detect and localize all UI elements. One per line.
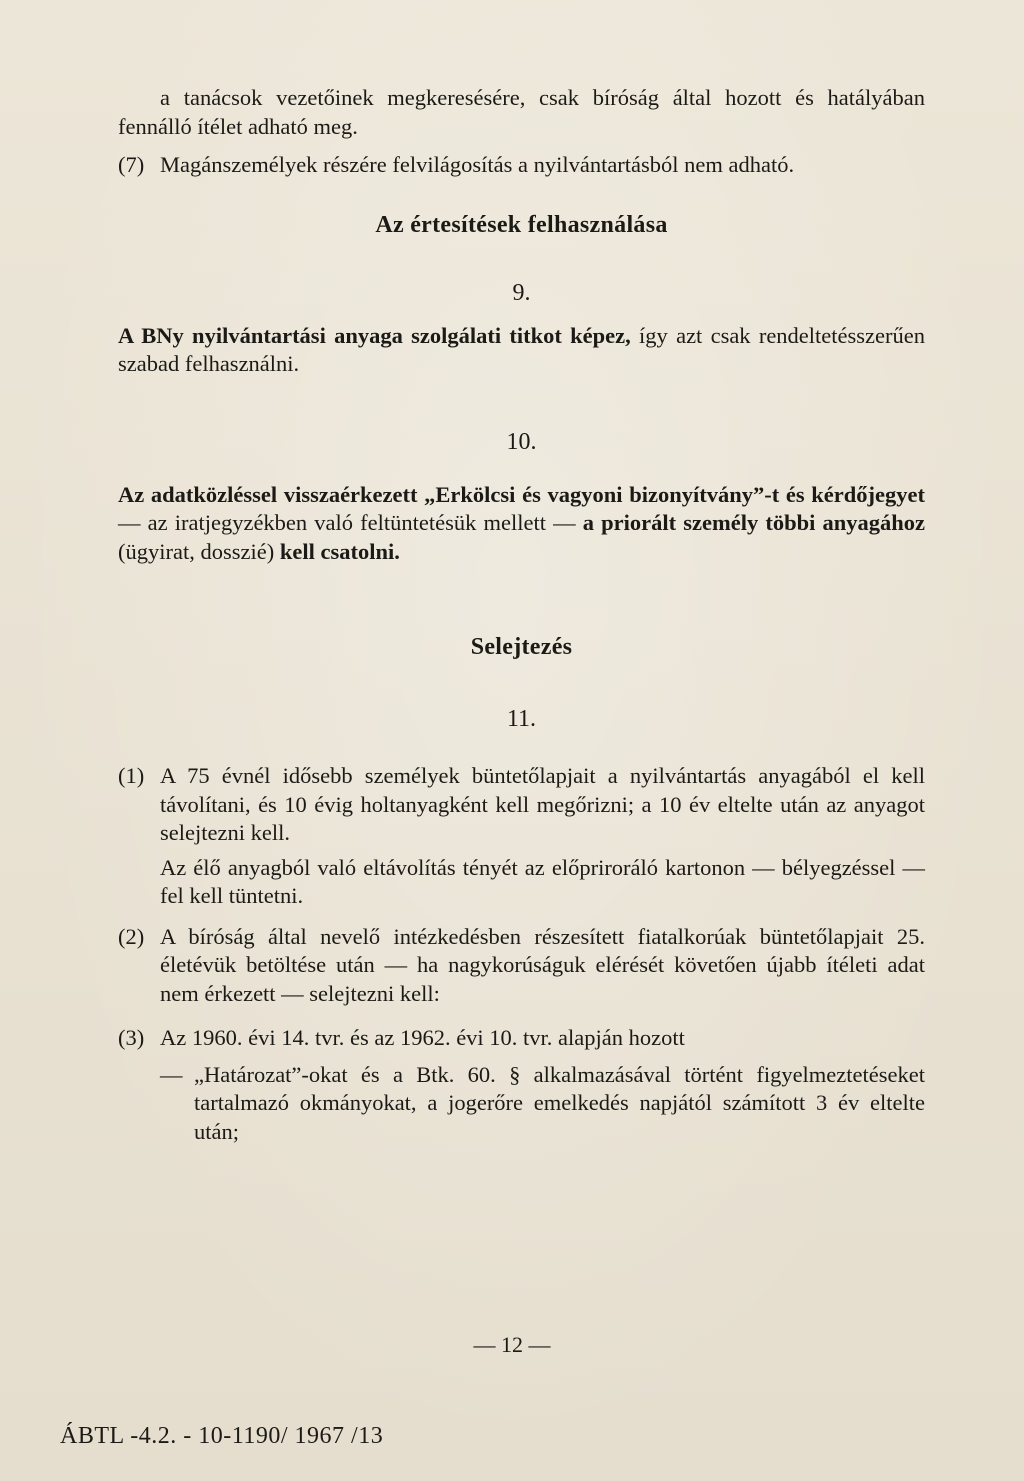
paragraph-continuation: a tanácsok vezetőinek megkeresésére, csak bíróság által hozott és hatályában fennálló ítélet adható meg. xyxy=(118,85,925,139)
paragraph-number: (1) xyxy=(118,763,145,788)
paragraph-text: Magánszemélyek részére felvilágosítás a nyilvántartásból nem adható. xyxy=(160,152,795,177)
paragraph-text: — az iratjegyzékben való feltüntetésük mellett — xyxy=(118,510,583,535)
paragraph-text: „Határozat”-okat és a Btk. 60. § alkalmazásával történt figyelmeztetéseket tartalmazó okmányokat, a jogerőre emelkedés napjától számított 3 év eltelte után; xyxy=(194,1061,925,1144)
document-body xyxy=(118,84,925,1146)
bold-text: Az adatközléssel visszaérkezett „Erkölcsi és vagyoni bizonyítvány”-t és kérdőjegyet xyxy=(118,481,925,507)
section-heading: Selejtezés xyxy=(470,634,573,660)
section-number: 11. xyxy=(506,706,537,732)
paragraph-7 xyxy=(118,151,925,180)
paragraph-text xyxy=(160,762,925,911)
section-number: 9. xyxy=(512,279,531,306)
paragraph-9 xyxy=(118,322,925,379)
paragraph-text-line: A 75 évnél idősebb személyek büntetőlapjait a nyilvántartás anyagából el kell távolítani, és 10 évig holtanyagként kell megőrizni; a 10 év eltelte után az anyagot selejtezni kell. xyxy=(160,763,925,845)
section-heading: Az értesítések felhasználása xyxy=(375,211,668,238)
section-number: 10. xyxy=(506,428,537,455)
archive-reference: ÁBTL -4.2. - 10-1190/ 1967 /13 xyxy=(60,1423,384,1449)
paragraph-number: (3) xyxy=(118,1025,145,1050)
paragraph-text: így azt csak rendeltetésszerűen szabad felhasználni. xyxy=(118,322,925,376)
paragraph-number: (7) xyxy=(118,152,145,177)
paragraph-11-2 xyxy=(118,923,925,1009)
bold-text: A BNy nyilvántartási anyaga szolgálati titkot képez, xyxy=(118,322,631,348)
paragraph-text-line: Az élő anyagból való eltávolítás tényét az előpriroráló kartonon — bélyegzéssel — fel kell tüntetni. xyxy=(160,854,925,908)
bold-text: a priorált személy többi anyagához xyxy=(582,510,925,535)
paragraph-number: (2) xyxy=(118,923,145,949)
paragraph-10 xyxy=(118,481,925,567)
page-number: — 12 — xyxy=(473,1332,551,1357)
paragraph-11-3-item xyxy=(118,1061,925,1147)
paragraph-text: (ügyirat, dosszié) xyxy=(118,538,280,564)
paragraph-text: A bíróság által nevelő intézkedésben részesített fiatalkorúak büntetőlapjait 25. életévük betöltése után — ha nagykorúságuk elérését követően újabb ítéleti adat nem érkezett — selejtezni kell: xyxy=(160,923,925,1006)
list-dash: — xyxy=(160,1061,183,1087)
paragraph-11-3 xyxy=(118,1024,925,1053)
paragraph-text: Az 1960. évi 14. tvr. és az 1962. évi 10. tvr. alapján hozott xyxy=(160,1025,685,1050)
paragraph-11-1 xyxy=(118,762,925,911)
bold-text: kell csatolni. xyxy=(279,538,400,564)
